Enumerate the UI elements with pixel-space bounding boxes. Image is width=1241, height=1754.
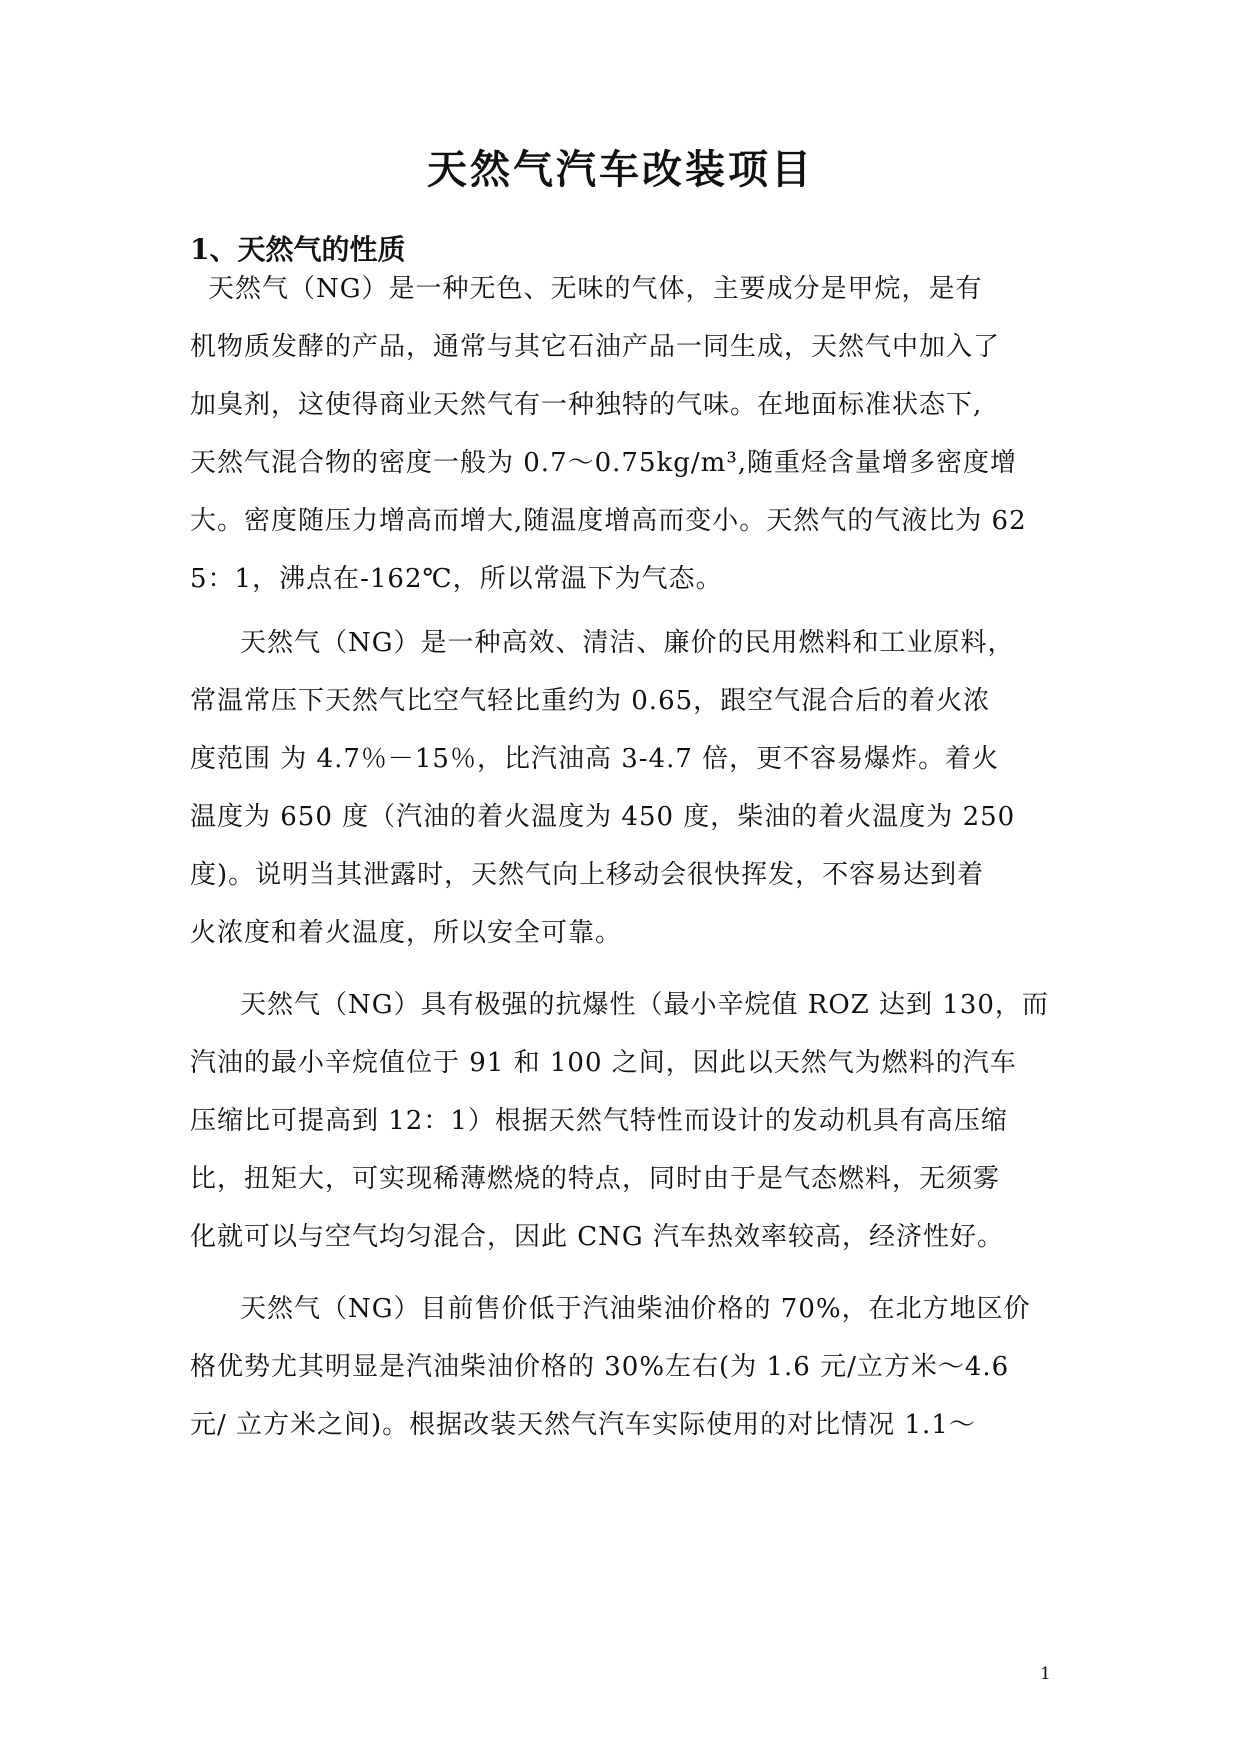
paragraph-line: 加臭剂，这使得商业天然气有一种独特的气味。在地面标准状态下, bbox=[190, 390, 983, 420]
paragraph-line: 天然气（NG）是一种高效、清洁、廉价的民用燃料和工业原料， bbox=[240, 628, 1015, 658]
paragraph-line: 度范围 为 4.7％－15％，比汽油高 3-4.7 倍，更不容易爆炸。着火 bbox=[190, 744, 1000, 774]
paragraph-line: 天然气（NG）是一种无色、无味的气体，主要成分是甲烷，是有 bbox=[208, 274, 983, 304]
paragraph-line: 天然气（NG）目前售价低于汽油柴油价格的 70%，在北方地区价 bbox=[240, 1294, 1031, 1324]
paragraph-line: 温度为 650 度（汽油的着火温度为 450 度，柴油的着火温度为 250 bbox=[190, 802, 1016, 832]
page-title: 天然气汽车改装项目 bbox=[427, 146, 814, 193]
paragraph-line: 天然气混合物的密度一般为 0.7～0.75kg/m³,随重烃含量增多密度增 bbox=[190, 448, 1018, 478]
paragraph-line: 火浓度和着火温度，所以安全可靠。 bbox=[190, 918, 623, 948]
paragraph-line: 汽油的最小辛烷值位于 91 和 100 之间，因此以天然气为燃料的汽车 bbox=[190, 1048, 1017, 1078]
section-heading: 1、天然气的性质 bbox=[190, 233, 406, 266]
paragraph-line: 天然气（NG）具有极强的抗爆性（最小辛烷值 ROZ 达到 130，而 bbox=[240, 990, 1049, 1020]
paragraph-line: 机物质发酵的产品，通常与其它石油产品一同生成，天然气中加入了 bbox=[190, 332, 1001, 362]
paragraph-line: 5：1，沸点在-162℃，所以常温下为气态。 bbox=[190, 564, 723, 594]
paragraph-line: 常温常压下天然气比空气轻比重约为 0.65，跟空气混合后的着火浓 bbox=[190, 686, 991, 716]
paragraph-line: 比，扭矩大，可实现稀薄燃烧的特点，同时由于是气态燃料，无须雾 bbox=[190, 1164, 1001, 1194]
paragraph-line: 元/ 立方米之间)。根据改装天然气汽车实际使用的对比情况 1.1～ bbox=[190, 1410, 976, 1440]
page-number: 1 bbox=[1040, 1664, 1051, 1684]
paragraph-line: 格优势尤其明显是汽油柴油价格的 30%左右(为 1.6 元/立方米～4.6 bbox=[190, 1352, 1010, 1382]
paragraph-line: 大。密度随压力增高而增大,随温度增高而变小。天然气的气液比为 62 bbox=[190, 506, 1027, 536]
paragraph-line: 化就可以与空气均匀混合，因此 CNG 汽车热效率较高，经济性好。 bbox=[190, 1222, 1004, 1252]
paragraph-line: 压缩比可提高到 12：1）根据天然气特性而设计的发动机具有高压缩 bbox=[190, 1106, 1008, 1136]
paragraph-line: 度)。说明当其泄露时，天然气向上移动会很快挥发，不容易达到着 bbox=[190, 860, 985, 890]
